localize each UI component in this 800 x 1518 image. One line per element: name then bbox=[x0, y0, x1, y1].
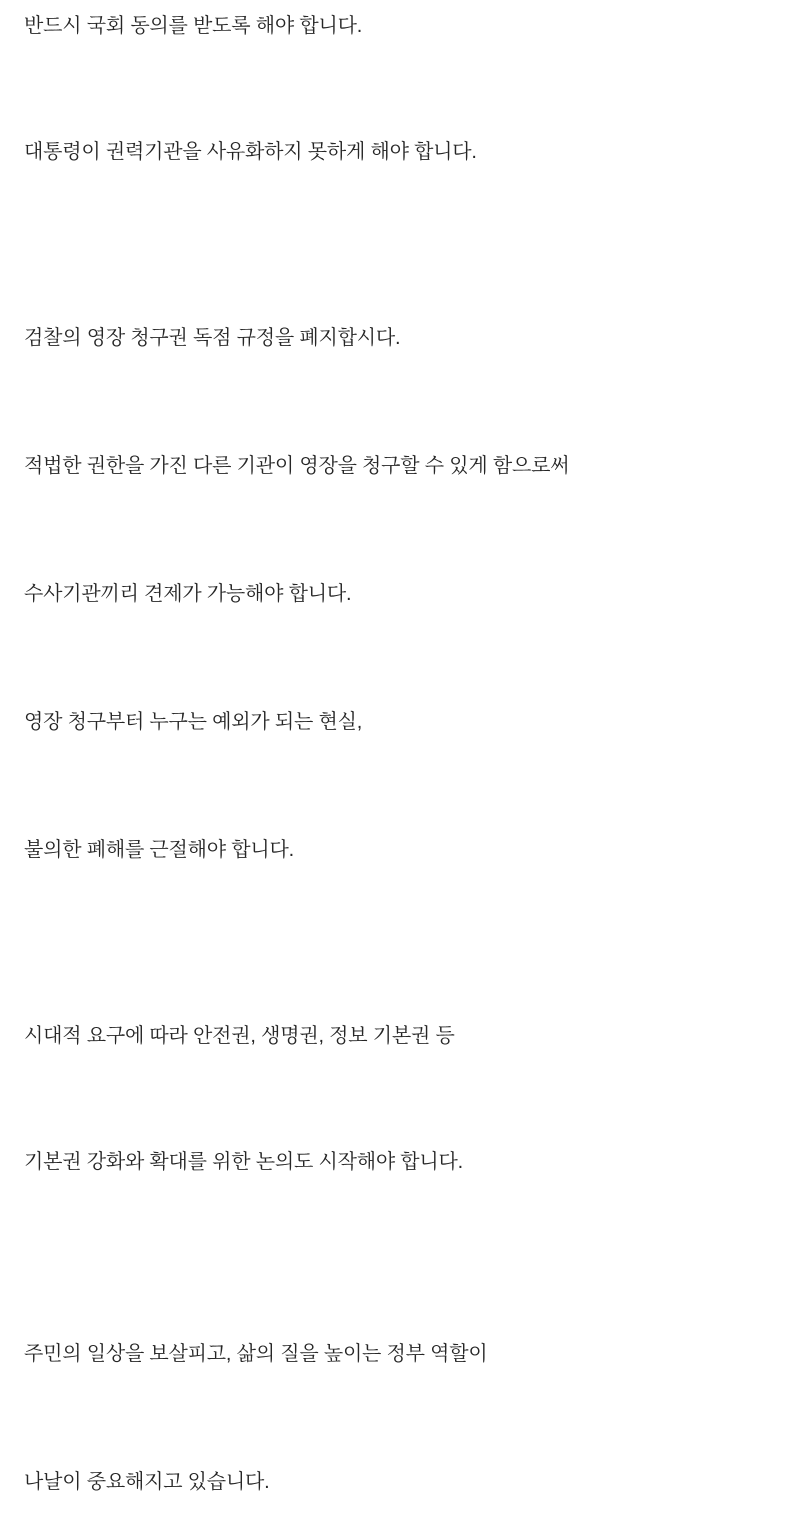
paragraph-line: 나날이 중요해지고 있습니다. bbox=[24, 1471, 270, 1493]
paragraph-line: 적법한 권한을 가진 다른 기관이 영장을 청구할 수 있게 함으로써 bbox=[24, 455, 570, 477]
paragraph-line: 대통령이 권력기관을 사유화하지 못하게 해야 합니다. bbox=[24, 141, 477, 163]
paragraph-line: 불의한 폐해를 근절해야 합니다. bbox=[24, 839, 294, 861]
paragraph-line: 영장 청구부터 누구는 예외가 되는 현실, bbox=[24, 711, 363, 733]
paragraph-line: 주민의 일상을 보살피고, 삶의 질을 높이는 정부 역할이 bbox=[24, 1343, 488, 1365]
paragraph-line: 검찰의 영장 청구권 독점 규정을 폐지합시다. bbox=[24, 327, 401, 349]
paragraph-line: 시대적 요구에 따라 안전권, 생명권, 정보 기본권 등 bbox=[24, 1025, 455, 1047]
paragraph-line: 반드시 국회 동의를 받도록 해야 합니다. bbox=[24, 15, 363, 37]
paragraph-line: 기본권 강화와 확대를 위한 논의도 시작해야 합니다. bbox=[24, 1151, 464, 1173]
paragraph-line: 수사기관끼리 견제가 가능해야 합니다. bbox=[24, 583, 352, 605]
